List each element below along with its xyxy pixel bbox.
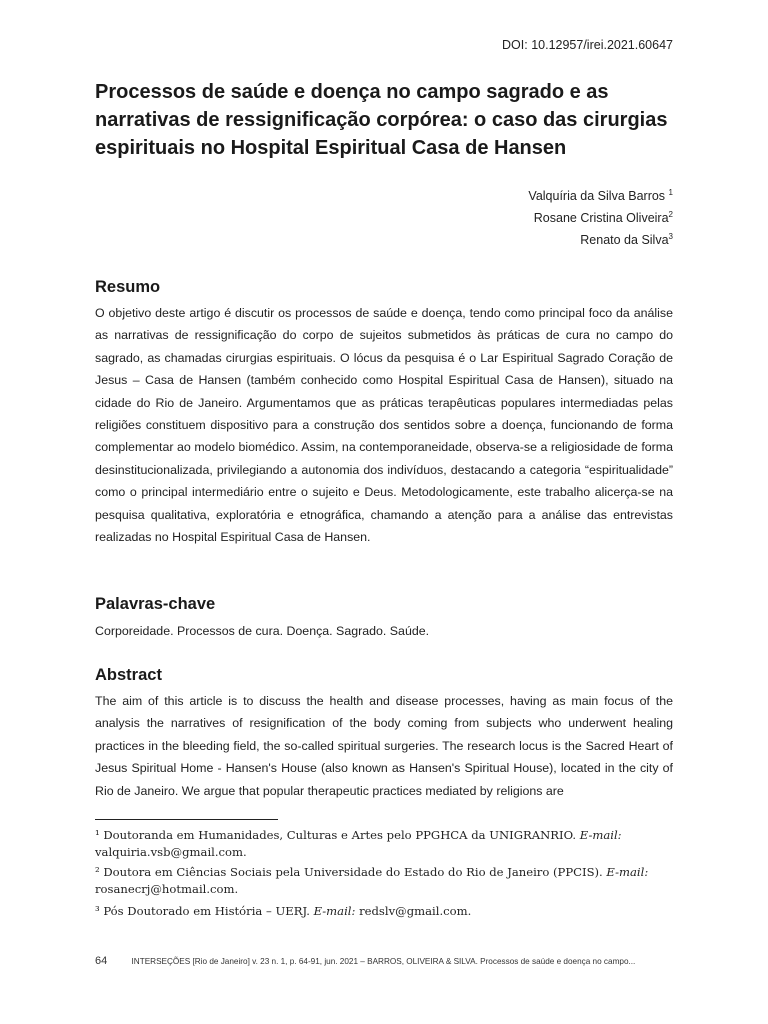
journal-citation: INTERSEÇÕES [Rio de Janeiro] v. 23 n. 1, p. 64-91, jun. 2021 – BARROS, OLIVEIRA & SILVA. Processos de saúde e doença no campo...	[131, 957, 636, 966]
email-label: E-mail:	[579, 828, 622, 842]
author-1	[528, 185, 673, 207]
footnote-3	[95, 903, 675, 920]
footnote-mark: 2	[668, 209, 673, 219]
footnote-1	[95, 827, 675, 861]
footnote-2	[95, 864, 675, 898]
abstract-text: The aim of this article is to discuss the health and disease processes, having as main focus of the analysis the narratives of resignification of the body coming from subjects who underwent healing practices in the bleeding field, the so-called spiritual surgeries. The research locus is the Sacred Heart of Jesus Spiritual Home - Hansen's House (also known as Hansen's Spiritual House), located in the city of Rio de Janeiro. We argue that popular therapeutic practices mediated by religions are	[95, 694, 673, 798]
footnote-number: ¹	[95, 828, 100, 842]
page-footer	[95, 955, 675, 967]
footnote-text: Doutora em Ciências Sociais pela Universidade do Estado do Rio de Janeiro (PPCIS).	[103, 865, 603, 879]
footnote-number: ²	[95, 865, 100, 879]
footnote-text: Doutoranda em Humanidades, Culturas e Artes pelo PPGHCA da UNIGRANRIO.	[103, 828, 577, 842]
email-label: E-mail:	[313, 904, 356, 918]
author-3	[528, 229, 673, 251]
doi-line: DOI: 10.12957/irei.2021.60647	[502, 38, 673, 52]
footnote-mark: 3	[668, 231, 673, 241]
author-2	[528, 207, 673, 229]
footnote-mark: 1	[668, 187, 673, 197]
footnote-text: Pós Doutorado em História – UERJ.	[103, 904, 310, 918]
resumo-text: O objetivo deste artigo é discutir os processos de saúde e doença, tendo como principal foco da análise as narrativas de ressignificação do corpo de sujeitos submetidos às práticas de cura no campo do sagrado, as chamadas cirurgias espirituais. O lócus da pesquisa é o Lar Espiritual Sagrado Coração de Jesus – Casa de Hansen (também conhecido como Hospital Espiritual Casa de Hansen), situado na cidade do Rio de Janeiro. Argumentamos que as práticas terapêuticas populares intermediadas pelas religiões constituem dispositivo para a construção dos sentidos sobre a doença, funcionando de forma complementar ao modelo biomédico. Assim, na contemporaneidade, observa-se a religiosidade de forma desinstitucionalizada, privilegiando a autonomia dos indivíduos, destacando a categoria “espiritualidade” como o principal intermediário entre o sujeito e Deus. Metodologicamente, este trabalho alicerça-se na pesquisa qualitativa, exploratória e etnográfica, chamando a atenção para a análise das entrevistas realizadas no Hospital Espiritual Casa de Hansen.	[95, 306, 673, 545]
email-address[interactable]: rosanecrj@hotmail.com.	[95, 882, 239, 896]
author-name: Rosane Cristina Oliveira	[533, 211, 669, 225]
page-number: 64	[95, 955, 108, 967]
abstract-heading: Abstract	[95, 666, 162, 684]
email-address[interactable]: redslv@gmail.com.	[359, 904, 472, 918]
footnote-number: ³	[95, 904, 100, 918]
author-name: Valquíria da Silva Barros	[528, 189, 669, 203]
keywords-heading: Palavras-chave	[95, 595, 216, 613]
resumo-heading: Resumo	[95, 278, 161, 296]
keywords-text: Corporeidade. Processos de cura. Doença. Sagrado. Saúde.	[95, 624, 430, 638]
email-label: E-mail:	[606, 865, 649, 879]
footnote-divider	[95, 819, 278, 820]
email-address[interactable]: valquiria.vsb@gmail.com.	[95, 845, 247, 859]
author-list	[528, 185, 673, 251]
author-name: Renato da Silva	[580, 233, 669, 247]
article-title: Processos de saúde e doença no campo sagrado e as narrativas de ressignificação corpórea: o caso das cirurgias espirituais no Hospital Espiritual Casa de Hansen	[95, 81, 668, 159]
